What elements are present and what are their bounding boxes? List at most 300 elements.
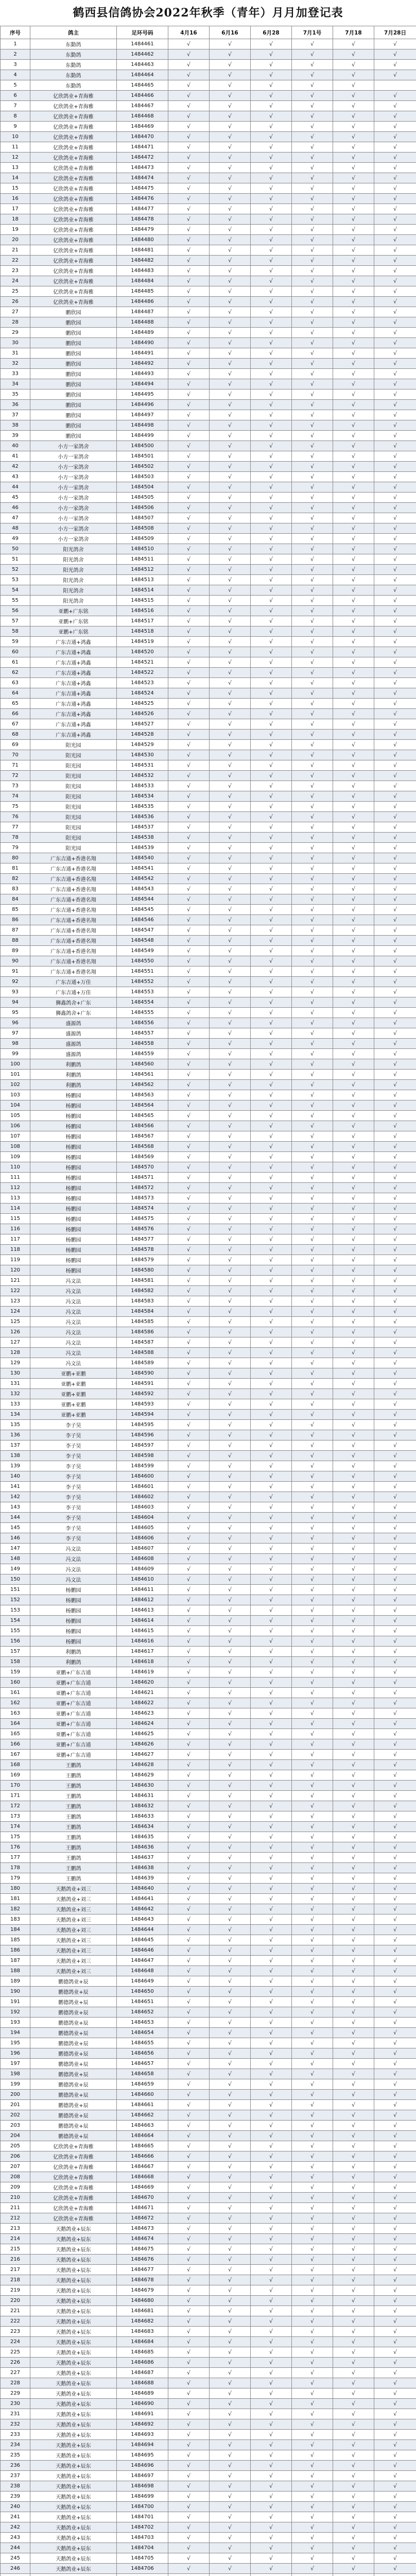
row-check-6: √ [374,122,416,132]
row-check-4: √ [292,1327,333,1337]
table-row [1,853,416,863]
row-check-6: √ [374,1183,416,1193]
row-check-1: √ [168,1544,210,1554]
table-row [1,1873,416,1884]
row-check-1: √ [168,1997,210,2007]
table-row [1,2502,416,2512]
row-owner: 亚鹏+广东吉通 [30,1729,117,1739]
row-check-5: √ [333,894,374,905]
row-check-3: √ [251,482,292,493]
row-owner: 亿欣鸽业+青海雅 [30,266,117,276]
row-check-2: √ [210,2048,251,2059]
row-check-5: √ [333,1440,374,1451]
row-check-5: √ [333,1801,374,1811]
row-ring-number: 1484680 [117,2296,168,2306]
row-owner: 小方一家鸽舍 [30,451,117,462]
row-index: 204 [1,2131,30,2141]
row-check-2: √ [210,1193,251,1204]
table-row [1,1420,416,1430]
row-owner: 广东吉通+香港名翔 [30,915,117,925]
row-index: 110 [1,1162,30,1173]
row-owner: 杨鹏园 [30,1142,117,1152]
row-check-5: √ [333,348,374,359]
row-check-2: √ [210,1605,251,1616]
row-check-2: √ [210,472,251,482]
row-check-2: √ [210,554,251,565]
row-check-5: √ [333,359,374,369]
row-check-4: √ [292,657,333,668]
row-check-5: √ [333,936,374,946]
row-check-5: √ [333,2492,374,2502]
row-index: 12 [1,152,30,163]
row-index: 245 [1,2553,30,2564]
row-check-5: √ [333,1904,374,1914]
row-check-1: √ [168,596,210,606]
row-check-6: √ [374,1368,416,1379]
row-check-4: √ [292,2378,333,2388]
table-row [1,1348,416,1358]
row-ring-number: 1484603 [117,1502,168,1513]
row-check-2: √ [210,379,251,389]
row-check-2: √ [210,60,251,70]
row-owner: 杨鹏园 [30,1585,117,1595]
row-owner: 王鹏鸽 [30,1863,117,1873]
row-check-4: √ [292,1368,333,1379]
row-index: 13 [1,163,30,173]
row-check-5: √ [333,1616,374,1626]
row-owner: 天鹅鸽业+辰东 [30,2296,117,2306]
row-check-2: √ [210,462,251,472]
row-check-6: √ [374,2306,416,2316]
table-row [1,2285,416,2296]
row-owner: 阳光鸽舍 [30,596,117,606]
row-check-1: √ [168,225,210,235]
row-check-4: √ [292,513,333,523]
row-check-6: √ [374,1966,416,1976]
row-owner: 李子昊 [30,1502,117,1513]
row-check-6: √ [374,1842,416,1853]
row-index: 7 [1,101,30,111]
row-check-6: √ [374,297,416,307]
row-check-4: √ [292,1533,333,1544]
row-index: 152 [1,1595,30,1605]
row-check-6: √ [374,894,416,905]
row-ring-number: 1484511 [117,554,168,565]
row-check-5: √ [333,1729,374,1739]
row-check-6: √ [374,2388,416,2399]
row-check-5: √ [333,606,374,616]
row-index: 27 [1,307,30,317]
row-check-2: √ [210,410,251,420]
table-row [1,1234,416,1245]
row-check-3: √ [251,637,292,647]
row-check-6: √ [374,668,416,678]
row-index: 57 [1,616,30,626]
row-check-2: √ [210,626,251,637]
row-index: 120 [1,1265,30,1276]
row-check-5: √ [333,420,374,431]
table-row [1,1327,416,1337]
row-check-5: √ [333,2255,374,2265]
row-check-3: √ [251,1636,292,1647]
row-check-1 [168,2574,210,2576]
row-index: 212 [1,2213,30,2224]
row-check-1: √ [168,1482,210,1492]
row-check-4: √ [292,1564,333,1574]
table-row [1,1647,416,1657]
row-owner: 鹏德鸽业+辰 [30,2048,117,2059]
row-check-4: √ [292,1265,333,1276]
row-check-1: √ [168,1111,210,1121]
row-check-4: √ [292,544,333,554]
row-check-6: √ [374,1234,416,1245]
table-row [1,997,416,1008]
row-check-6: √ [374,2059,416,2069]
row-check-1: √ [168,822,210,833]
row-index: 30 [1,338,30,348]
table-row [1,1791,416,1801]
row-ring-number: 1484552 [117,977,168,987]
row-check-5: √ [333,544,374,554]
row-check-2: √ [210,730,251,740]
row-check-6: √ [374,997,416,1008]
row-check-4: √ [292,1811,333,1822]
row-ring-number: 1484533 [117,781,168,791]
row-owner: 亿欣鸽业+青海雅 [30,91,117,101]
row-check-6: √ [374,1255,416,1265]
row-check-4: √ [292,2172,333,2182]
row-owner: 鹏欣园 [30,379,117,389]
row-check-3: √ [251,2007,292,2018]
row-ring-number: 1484482 [117,256,168,266]
row-index: 158 [1,1657,30,1667]
row-check-6: √ [374,946,416,956]
row-check-6: √ [374,1317,416,1327]
row-ring-number: 1484506 [117,503,168,513]
row-owner: 天鹅鸽业+刘三 [30,1966,117,1976]
row-index: 165 [1,1729,30,1739]
row-owner: 广东吉通+香港名翔 [30,905,117,915]
row-check-2: √ [210,1997,251,2007]
row-check-5: √ [333,2182,374,2193]
row-check-1: √ [168,637,210,647]
row-check-2: √ [210,441,251,451]
row-check-3: √ [251,1729,292,1739]
row-check-2: √ [210,2564,251,2574]
row-check-1: √ [168,2275,210,2285]
row-check-5: √ [333,1420,374,1430]
row-check-5: √ [333,1935,374,1945]
row-check-3: √ [251,451,292,462]
row-check-3: √ [251,565,292,575]
table-row [1,1502,416,1513]
table-row [1,214,416,225]
table-row [1,760,416,771]
row-ring-number: 1484589 [117,1358,168,1368]
row-check-6: √ [374,451,416,462]
row-index: 141 [1,1482,30,1492]
row-check-2: √ [210,482,251,493]
table-row [1,2203,416,2213]
row-owner: 天鹅鸽业+辰东 [30,2502,117,2512]
row-check-4: √ [292,297,333,307]
row-check-1: √ [168,1914,210,1925]
row-check-3: √ [251,554,292,565]
row-check-2: √ [210,276,251,286]
row-check-2: √ [210,2079,251,2090]
row-check-5: √ [333,1925,374,1935]
row-check-5: √ [333,833,374,843]
row-index: 154 [1,1616,30,1626]
row-index: 124 [1,1307,30,1317]
row-check-2: √ [210,1224,251,1234]
row-check-5: √ [333,2502,374,2512]
row-index: 151 [1,1585,30,1595]
table-row [1,1121,416,1131]
table-row [1,565,416,575]
row-check-3: √ [251,668,292,678]
row-check-2: √ [210,39,251,49]
row-check-3: √ [251,1873,292,1884]
row-check-2: √ [210,565,251,575]
row-check-5: √ [333,657,374,668]
row-check-3: √ [251,1049,292,1059]
row-index: 185 [1,1935,30,1945]
row-check-6 [374,80,416,91]
row-ring-number: 1484599 [117,1461,168,1471]
row-check-6: √ [374,2244,416,2255]
row-check-6: √ [374,874,416,884]
row-ring-number: 1484469 [117,122,168,132]
table-row [1,1265,416,1276]
table-row [1,1523,416,1533]
row-check-3: √ [251,2347,292,2358]
row-check-1: √ [168,1647,210,1657]
row-check-4: √ [292,2553,333,2564]
row-check-1: √ [168,925,210,936]
row-check-3: √ [251,214,292,225]
row-check-6: √ [374,1956,416,1966]
row-check-4: √ [292,2193,333,2203]
row-owner: 杨鹏园 [30,1152,117,1162]
row-check-4: √ [292,1183,333,1193]
row-owner: 鹏欣园 [30,317,117,328]
table-row [1,1987,416,1997]
row-ring-number: 1484587 [117,1337,168,1348]
row-check-1: √ [168,1193,210,1204]
row-owner: 天鹅鸽业+辰东 [30,2388,117,2399]
row-check-1: √ [168,956,210,967]
row-check-3: √ [251,1399,292,1410]
row-check-1: √ [168,2162,210,2172]
row-check-3: √ [251,152,292,163]
row-index: 29 [1,328,30,338]
row-check-1: √ [168,1389,210,1399]
row-check-4: √ [292,2275,333,2285]
row-check-2: √ [210,1214,251,1224]
row-check-1: √ [168,451,210,462]
row-index: 207 [1,2162,30,2172]
row-index: 131 [1,1379,30,1389]
row-check-3: √ [251,1214,292,1224]
row-check-3: √ [251,2502,292,2512]
row-check-5: √ [333,2265,374,2275]
row-owner: 鹏欣园 [30,400,117,410]
row-owner: 鹏德鸽业+辰 [30,1976,117,1987]
row-check-5: √ [333,1399,374,1410]
row-check-2: √ [210,1461,251,1471]
table-row [1,1945,416,1956]
row-check-2: √ [210,2234,251,2244]
row-check-4: √ [292,760,333,771]
row-index: 15 [1,183,30,194]
row-check-1: √ [168,2533,210,2543]
table-row [1,1451,416,1461]
row-index: 4 [1,70,30,80]
table-row [1,1111,416,1121]
row-check-2: √ [210,2419,251,2430]
row-check-3: √ [251,122,292,132]
row-check-4: √ [292,183,333,194]
row-check-2: √ [210,2492,251,2502]
row-check-6: √ [374,1296,416,1307]
row-ring-number: 1484600 [117,1471,168,1482]
row-check-6: √ [374,503,416,513]
row-check-5: √ [333,2213,374,2224]
row-check-4: √ [292,1049,333,1059]
table-row [1,1368,416,1379]
row-owner: 鹏欣园 [30,307,117,317]
table-row [1,2450,416,2461]
table-row [1,2306,416,2316]
row-check-6: √ [374,1348,416,1358]
row-check-4: √ [292,2388,333,2399]
row-check-5: √ [333,410,374,420]
row-ring-number: 1484665 [117,2141,168,2151]
table-row [1,307,416,317]
row-check-1: √ [168,122,210,132]
row-ring-number: 1484635 [117,1832,168,1842]
row-index: 48 [1,523,30,534]
row-check-2: √ [210,1935,251,1945]
row-check-1: √ [168,2378,210,2388]
row-owner: 冯文法 [30,1317,117,1327]
row-check-6: √ [374,441,416,451]
row-check-6: √ [374,1286,416,1296]
row-index: 56 [1,606,30,616]
row-check-1: √ [168,338,210,348]
row-check-1: √ [168,1492,210,1502]
row-check-1: √ [168,194,210,204]
row-check-3: √ [251,1451,292,1461]
row-check-6: √ [374,2224,416,2234]
row-index: 211 [1,2203,30,2213]
row-ring-number: 1484644 [117,1925,168,1935]
row-check-3: √ [251,1296,292,1307]
row-index: 10 [1,132,30,142]
row-check-3: √ [251,297,292,307]
row-check-1: √ [168,420,210,431]
row-check-4: √ [292,379,333,389]
row-ring-number: 1484585 [117,1317,168,1327]
row-check-3: √ [251,2327,292,2337]
table-row [1,1997,416,2007]
row-check-5: √ [333,1853,374,1863]
row-check-3: √ [251,1131,292,1142]
table-row [1,286,416,297]
row-check-5: √ [333,1708,374,1719]
table-row [1,2275,416,2285]
row-check-4: √ [292,2162,333,2172]
table-row [1,80,416,91]
table-row [1,2213,416,2224]
row-owner: 亚鹏+广东吉通 [30,1667,117,1677]
row-check-1: √ [168,173,210,183]
row-check-5: √ [333,1626,374,1636]
row-check-6: √ [374,1502,416,1513]
row-index: 193 [1,2018,30,2028]
row-check-1: √ [168,1636,210,1647]
row-check-4: √ [292,967,333,977]
row-owner: 阳光园 [30,791,117,802]
row-owner: 亿欣鸽业+青海雅 [30,132,117,142]
row-check-2: √ [210,719,251,730]
row-check-4: √ [292,1781,333,1791]
row-check-4: √ [292,1626,333,1636]
row-owner: 广东吉通+香港名翔 [30,853,117,863]
row-index: 119 [1,1255,30,1265]
row-index: 60 [1,647,30,657]
row-check-1: √ [168,1925,210,1935]
row-check-5: √ [333,2079,374,2090]
row-ring-number: 1484468 [117,111,168,122]
row-index: 9 [1,122,30,132]
row-owner: 亚鹏+广东铭 [30,606,117,616]
row-check-6: √ [374,1327,416,1337]
table-row [1,626,416,637]
row-ring-number: 1484518 [117,626,168,637]
row-ring-number: 1484647 [117,1956,168,1966]
row-check-1: √ [168,2203,210,2213]
row-check-3: √ [251,678,292,688]
row-check-4: √ [292,482,333,493]
row-check-5: √ [333,1750,374,1760]
row-index: 83 [1,884,30,894]
row-index: 81 [1,863,30,874]
row-check-5: √ [333,1698,374,1708]
row-index: 191 [1,1997,30,2007]
row-check-3 [251,2574,292,2576]
row-index: 196 [1,2048,30,2059]
row-check-2: √ [210,2450,251,2461]
row-check-3: √ [251,1945,292,1956]
row-ring-number: 1484480 [117,235,168,245]
row-owner: 天鹅鸽业+辰东 [30,2255,117,2265]
row-index: 234 [1,2440,30,2450]
table-row [1,225,416,235]
row-ring-number: 1484462 [117,49,168,60]
row-check-3: √ [251,1358,292,1368]
row-check-1: √ [168,1884,210,1894]
row-check-5: √ [333,183,374,194]
row-check-6: √ [374,359,416,369]
row-check-1: √ [168,2213,210,2224]
register-table [0,26,416,2576]
row-index: 39 [1,431,30,441]
row-ring-number: 1484538 [117,833,168,843]
row-check-4: √ [292,1884,333,1894]
row-check-3: √ [251,2492,292,2502]
